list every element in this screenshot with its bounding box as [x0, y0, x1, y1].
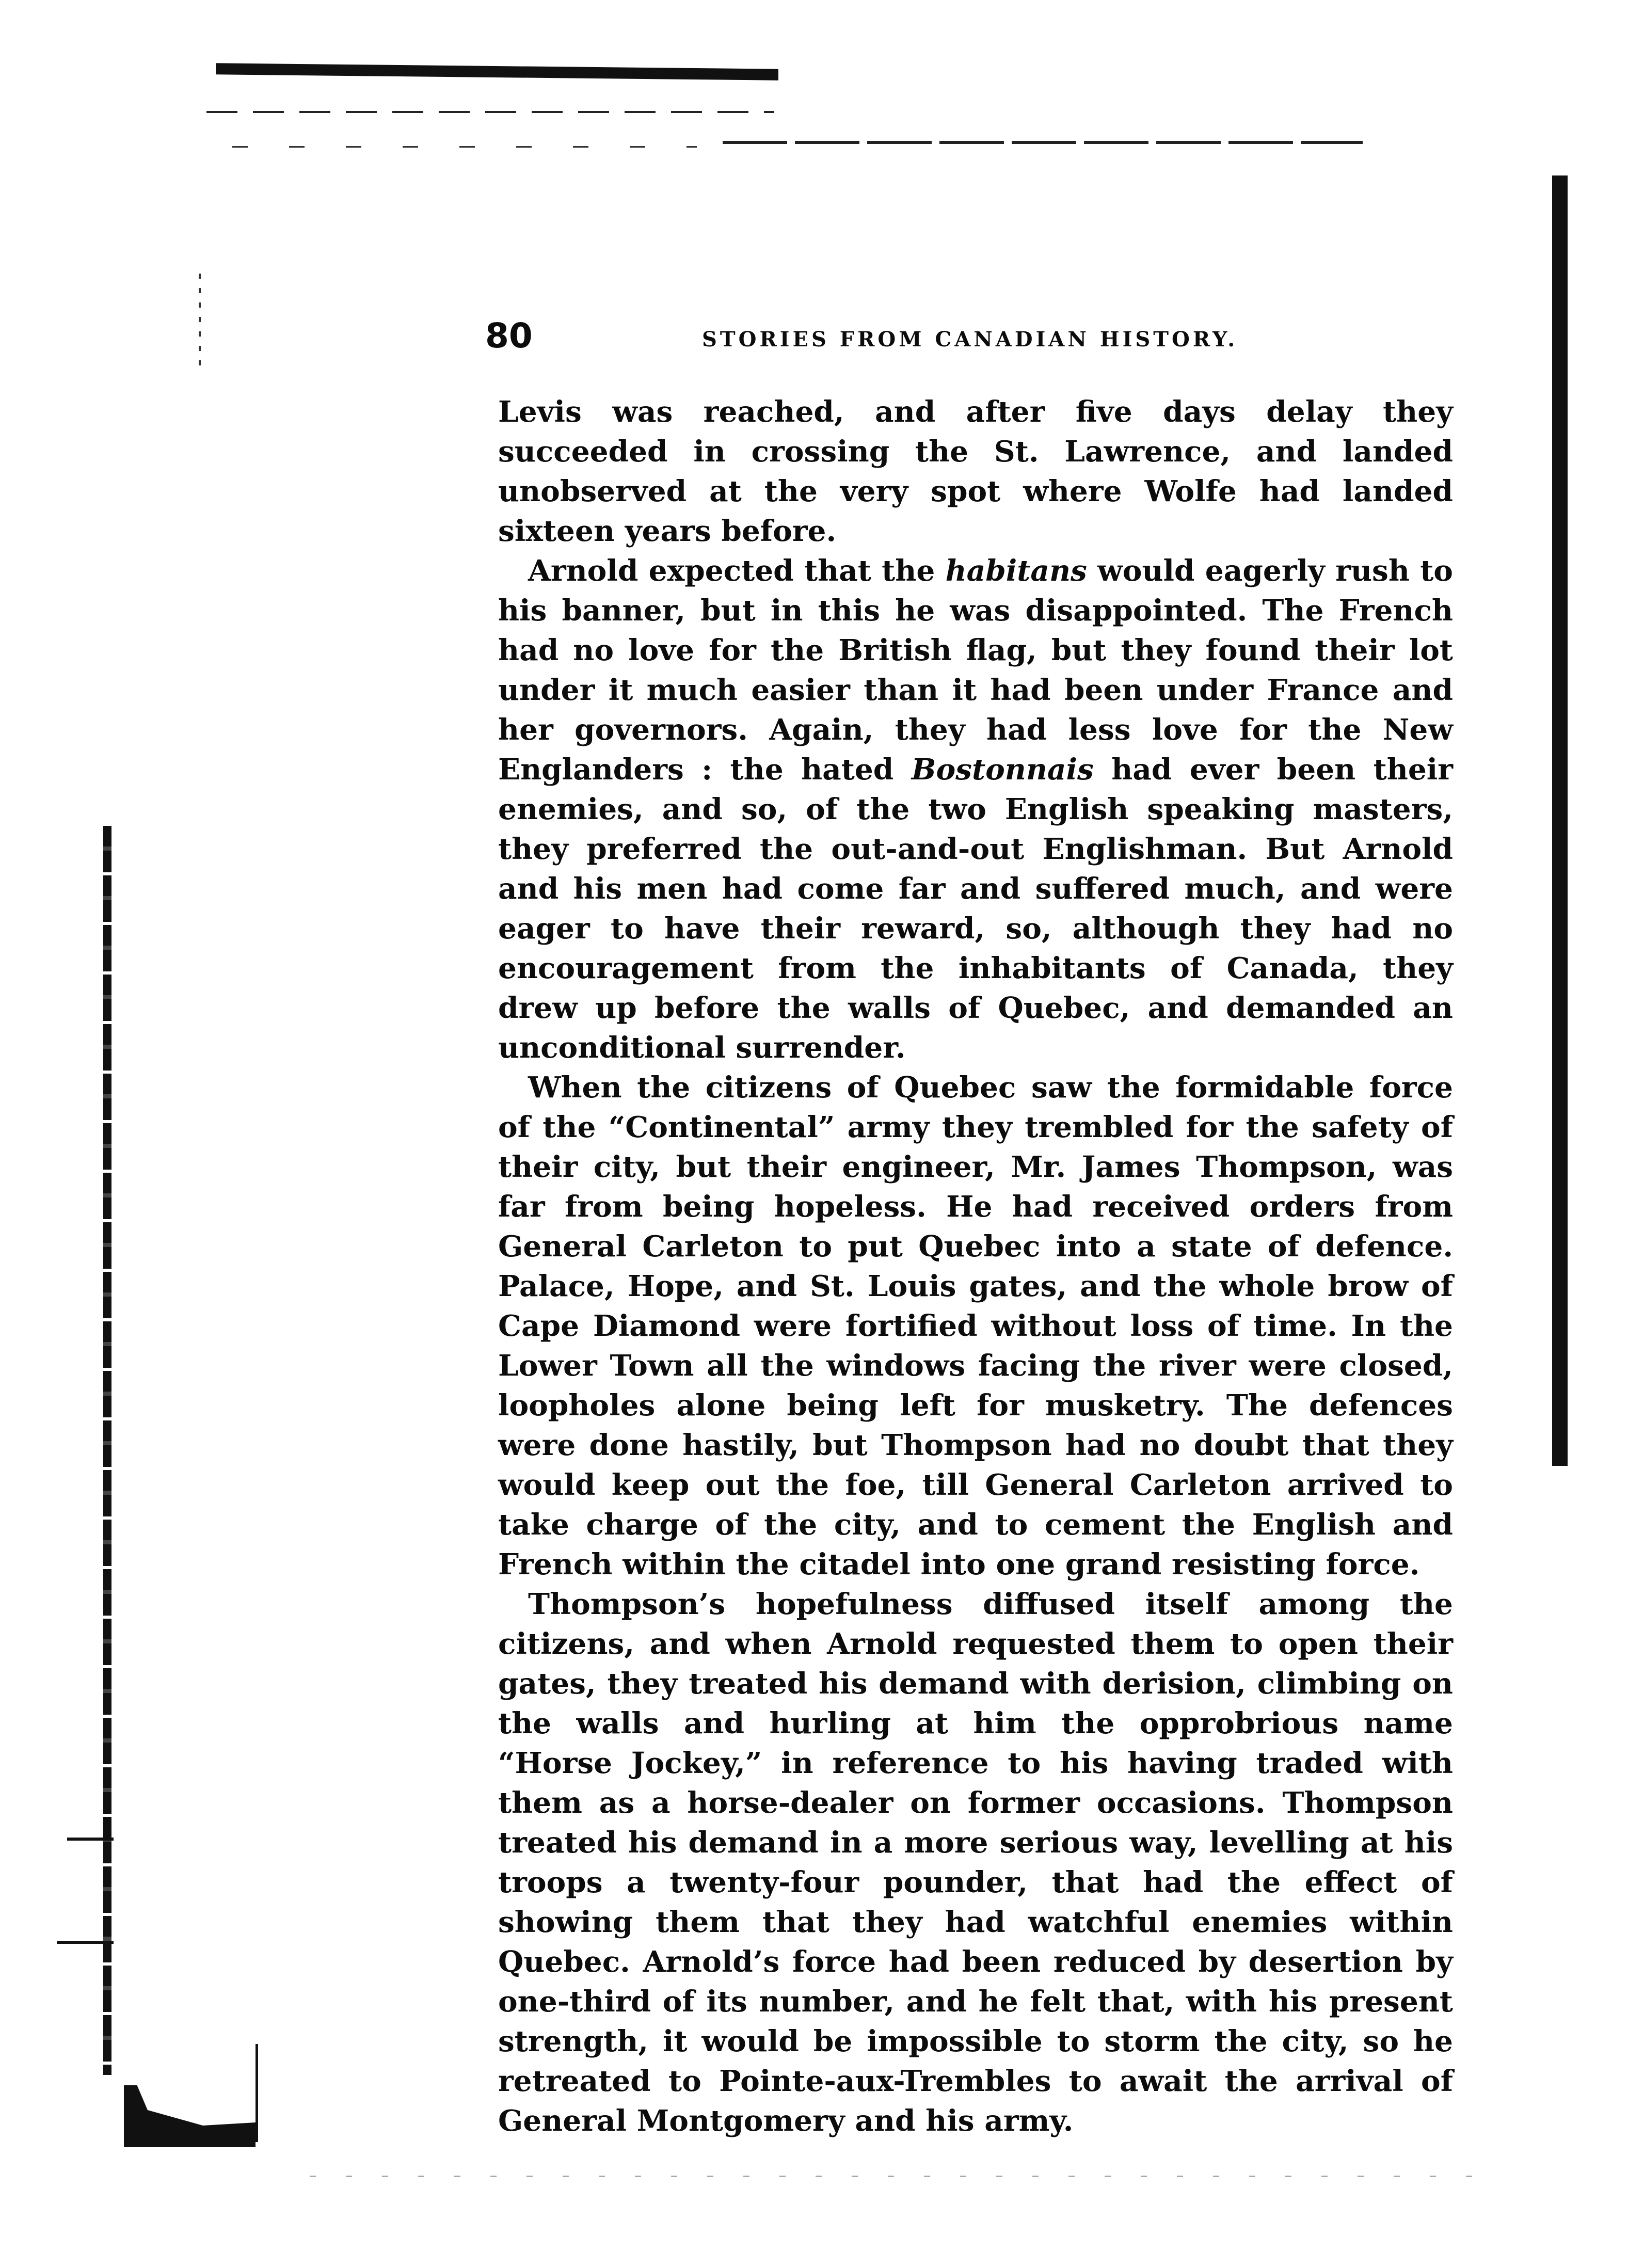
italic-term: Bostonnais	[911, 753, 1094, 787]
running-head: STORIES FROM CANADIAN HISTORY.	[702, 327, 1238, 352]
page-number: 80	[485, 316, 533, 356]
body-text	[498, 392, 1453, 2141]
scan-corner-shadow	[124, 2085, 256, 2147]
scan-right-edge-bar	[1552, 175, 1568, 1466]
scan-corner-line	[256, 2044, 258, 2142]
paragraph: Thompson’s hopefulness diffused itself among the citizens, and when Arnold requested them to open their gates, they treated his demand with derision, climbing on the walls and hurling at him the opprobrious name “Horse Jockey,” in reference to his having traded with them as a horse-dealer on former occasions. Thompson treated his demand in a more serious way, levelling at his troops a twenty-four pounder, that had the effect of showing them that they had watchful enemies within Quebec. Arnold’s force had been reduced by desertion by one-third of its number, and he felt that, with his present strength, it would be impossible to storm the city, so he retreated to Pointe-aux-Trembles to await the arrival of General Montgomery and his army.	[498, 1587, 1453, 2138]
scan-dashed-rule	[206, 111, 774, 113]
scan-left-mark	[67, 1838, 114, 1841]
scan-left-mark	[57, 1941, 114, 1944]
scan-dashed-rule	[723, 141, 1363, 144]
paragraph: Levis was reached, and after five days delay they succeeded in crossing the St. Lawrence, and landed unobserved at the very spot where Wolfe had landed sixteen years before.	[498, 395, 1453, 548]
scan-bottom-dust	[310, 2176, 1497, 2177]
scan-dashed-rule	[232, 146, 697, 148]
paragraph: When the citizens of Quebec saw the formidable force of the “Continental” army they trembled for the safety of their city, but their engineer, Mr. James Thompson, was far from being hopeless. He had received orders from General Carleton to put Quebec into a state of defence. Palace, Hope, and St. Louis gates, and the whole brow of Cape Diamond were fortified without loss of time. In the Lower Town all the windows facing the river were closed, loopholes alone being left for musketry. The defences were done hastily, but Thompson had no doubt that they would keep out the foe, till General Carleton arrived to take charge of the city, and to cement the English and French within the citadel into one grand resisting force.	[498, 1071, 1453, 1582]
scan-left-dots	[199, 274, 201, 366]
paragraph: Arnold expected that the habitans would eagerly rush to his banner, but in this he was disappointed. The French had no love for the British flag, but they found their lot under it much easier than it had been under France and her governors. Again, they had less love for the New Englanders : the hated Bostonnais had ever been their enemies, and so, of the two English speaking masters, they preferred the out-and-out Englishman. But Arnold and his men had come far and suffered much, and were eager to have their reward, so, although they had no encouragement from the inhabitants of Canada, they drew up before the walls of Quebec, and demanded an unconditional surrender.	[498, 554, 1454, 1065]
scan-left-binding-edge	[103, 826, 111, 2075]
italic-term: habitans	[945, 554, 1087, 588]
scan-rule-top	[216, 63, 778, 80]
page-header	[485, 316, 1549, 362]
